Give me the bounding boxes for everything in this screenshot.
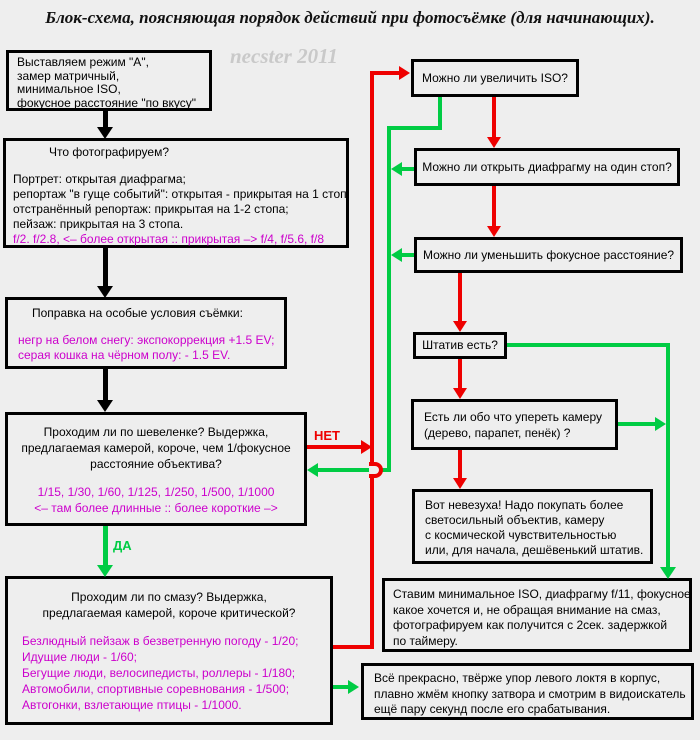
text-line: светосильный объектив, камеру — [425, 513, 605, 527]
flow-box-reduce-focal — [414, 237, 683, 273]
text-line: Всё прекрасно, твёрже упор левого локтя в корпус, — [374, 671, 661, 685]
text-line: какое хочется и, не обращая внимание на смаз, — [393, 602, 661, 617]
arrowhead-iso-to-aperture — [487, 137, 501, 148]
hint-line: 1/15, 1/30, 1/60, 1/125, 1/250, 1/500, 1/1000 — [37, 485, 275, 499]
text-line: фотографируем как получится с 2сек. задержкой — [393, 618, 668, 632]
text-line: Можно ли уменьшить фокусное расстояние? — [422, 247, 675, 262]
text-line: Портрет: открытая диафрагма; — [13, 172, 186, 186]
line-gap — [22, 621, 316, 633]
arrowhead-aperture-to-focal — [487, 226, 501, 237]
flow-box-shake — [5, 412, 307, 526]
arrowhead-shake-yes — [97, 565, 113, 577]
text-line: Проходим ли по смазу? Выдержка, — [71, 590, 267, 604]
flow-box-correction — [5, 297, 287, 369]
hint-line: Автогонки, взлетающие птицы - 1/1000. — [22, 698, 242, 712]
text-line: плавно жмём кнопку затвора и смотрим в видоискатель — [374, 686, 686, 701]
watermark: necster 2011 — [230, 44, 338, 68]
setup-to-subject-line — [103, 111, 108, 127]
text-line: или, для начала, дешёвенький штатив. — [425, 543, 644, 557]
text-line: Ставим минимальное ISO, диафрагму f/11, фокусное — [393, 587, 691, 601]
arrowhead-shake-no — [361, 440, 372, 454]
aperture-to-focal-line — [492, 186, 496, 226]
flow-box-blur — [5, 576, 333, 725]
flow-box-success — [361, 663, 694, 720]
text-line: минимальное ISO, — [17, 82, 121, 96]
text-line: фокусное расстояние "по вкусу" — [17, 95, 196, 110]
focal-to-tripod-line — [458, 273, 462, 321]
subject-to-correction-line — [103, 248, 108, 286]
line-crossing-bridge — [369, 462, 383, 478]
support-to-badluck-line — [458, 450, 462, 478]
blur-yes-line — [333, 685, 348, 689]
flow-box-fallback — [382, 578, 692, 652]
correction-to-shake-line — [103, 369, 108, 400]
arrowhead-aperture-yes-merge — [391, 162, 402, 176]
text-line: репортаж "в гуще событий": открытая - прикрытая на 1 стоп; — [13, 187, 351, 201]
flow-box-open-aperture — [414, 148, 680, 186]
flow-box-subject — [3, 138, 349, 248]
text-line: пейзаж: прикрытая на 3 стопа. — [13, 217, 184, 231]
arrowhead-tripod-to-support — [453, 388, 467, 399]
iso-to-aperture-line — [492, 97, 496, 137]
shake-yes-line — [103, 526, 108, 565]
flow-box-bad-luck — [412, 489, 653, 564]
tripod-yes-line — [507, 343, 670, 347]
text-line: Вот невезуха! Надо покупать более — [425, 498, 624, 512]
arrowhead-no-loop-to-iso — [399, 66, 410, 80]
hint-line: Бегущие люди, велосипедисты, роллеры - 1/180; — [22, 666, 296, 680]
no-label: НЕТ — [314, 428, 340, 443]
box-title: Поправка на особые условия съёмки: — [32, 306, 243, 320]
line-gap — [12, 472, 300, 484]
text-line: расстояние объектива? — [90, 457, 222, 471]
arrowhead-correction-to-shake — [97, 400, 113, 412]
arrowhead-focal-to-tripod — [453, 321, 467, 332]
no-loop-line — [370, 478, 374, 649]
hint-line: f/2. f/2.8, <– более открытая :: прикрытая –> f/4, f/5.6, f/8 — [13, 232, 325, 246]
text-line: Есть ли обо что упереть камеру — [424, 410, 603, 424]
arrowhead-to-fallback — [660, 567, 676, 579]
flow-box-setup — [6, 50, 212, 111]
flow-box-increase-iso — [411, 59, 579, 97]
shake-no-line — [307, 445, 362, 449]
line-gap — [13, 160, 339, 172]
box-title: Что фотографируем? — [49, 145, 169, 159]
text-line: с космической чувствительностью — [425, 528, 617, 542]
text-line: отстранённый репортаж: прикрытая на 1-2 стопа; — [13, 202, 289, 216]
text-line: Выставляем режим "А", — [17, 55, 149, 69]
blur-no-line — [333, 645, 374, 649]
yes-loop-line — [387, 126, 391, 472]
tripod-yes-line — [666, 343, 670, 567]
flow-box-support — [411, 399, 618, 450]
text-line: предлагаемая камерой, короче критической? — [42, 606, 296, 620]
text-line: ещё пару секунд после его срабатывания. — [374, 702, 611, 716]
arrowhead-setup-to-subject — [97, 127, 113, 139]
arrowhead-focal-yes-merge — [391, 248, 402, 262]
arrowhead-yes-return-to-shake — [307, 463, 318, 477]
text-line: Проходим ли по шевеленке? Выдержка, — [43, 425, 269, 439]
hint-line: Автомобили, спортивные соревнования - 1/500; — [22, 682, 290, 696]
arrowhead-blur-yes — [348, 680, 359, 694]
yes-loop-line — [387, 126, 442, 130]
arrowhead-subject-to-correction — [97, 286, 113, 298]
tripod-to-support-line — [458, 359, 462, 388]
line-gap — [18, 321, 274, 333]
text-line: (дерево, парапет, пенёк) ? — [424, 426, 571, 440]
hint-line: Идущие люди - 1/60; — [22, 650, 138, 664]
text-line: замер матричный, — [17, 68, 120, 83]
text-line: Штатив есть? — [422, 338, 498, 352]
text-line: предлагаемая камерой, короче, чем 1/фокусное — [21, 441, 291, 455]
no-loop-line — [372, 71, 400, 75]
support-yes-line — [618, 422, 655, 426]
arrowhead-support-yes-merge — [655, 417, 666, 431]
page-title: Блок-схема, поясняющая порядок действий при фотосъёмке (для начинающих). — [45, 8, 655, 27]
hint-line: <– там более длинные :: более короткие –> — [34, 501, 278, 515]
yes-merge-line-focal — [402, 253, 414, 257]
yes-label: ДА — [113, 538, 132, 553]
yes-merge-line-aperture — [402, 167, 414, 171]
flow-box-tripod — [413, 332, 507, 359]
hint-line: серая кошка на чёрном полу: - 1.5 EV. — [18, 348, 231, 362]
text-line: по таймеру. — [393, 633, 458, 648]
arrowhead-support-to-badluck — [453, 478, 467, 489]
no-loop-line — [370, 71, 374, 462]
hint-line: негр на белом снегу: экспокоррекция +1.5 EV; — [18, 333, 275, 347]
text-line: Можно ли открыть диафрагму на один стоп? — [422, 159, 672, 174]
text-line: Можно ли увеличить ISO? — [422, 70, 568, 85]
hint-line: Безлюдный пейзаж в безветренную погоду - 1/20; — [22, 634, 299, 648]
